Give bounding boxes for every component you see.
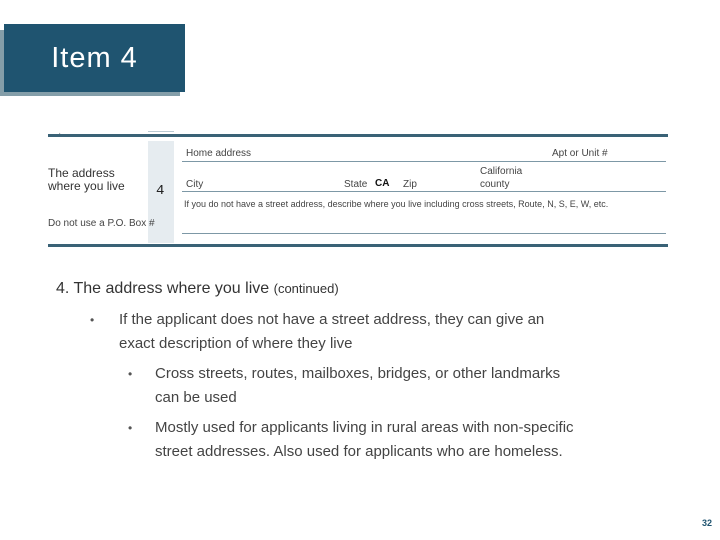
sub-bullet-2-line1: Mostly used for applicants living in rural areas with non-specific — [155, 419, 574, 436]
form-tick-line — [148, 131, 174, 132]
home-address-label: Home address — [186, 148, 252, 159]
form-top-rule — [48, 134, 668, 137]
zip-label: Zip — [403, 179, 417, 190]
home-address-line — [182, 161, 666, 162]
section-heading — [56, 280, 339, 298]
county-label-line2: county — [480, 179, 510, 190]
form-item-label — [48, 167, 125, 193]
bullet-item-1-line1: If the applicant does not have a street address, they can give an — [119, 311, 545, 328]
form-bottom-rule — [48, 244, 668, 247]
form-item-label-line1: The address — [48, 166, 115, 180]
sub-bullet-1 — [155, 362, 560, 410]
section-heading-main: 4. The address where you live — [56, 280, 270, 297]
form-excerpt — [46, 125, 670, 251]
bullet-marker-1: • — [90, 313, 95, 327]
po-box-note: Do not use a P.O. Box # — [48, 218, 155, 229]
sub-bullet-2 — [155, 416, 574, 464]
state-value: CA — [375, 178, 390, 189]
description-line — [182, 233, 666, 234]
page-number: 32 — [701, 518, 712, 528]
sub-bullet-1-line2: can be used — [155, 389, 237, 406]
state-label: State — [344, 179, 368, 190]
slide-title — [4, 24, 185, 92]
bullet-marker-3: • — [128, 421, 133, 435]
county-label-line1: California — [480, 166, 523, 177]
sub-bullet-1-line1: Cross streets, routes, mailboxes, bridges, or other landmarks — [155, 365, 561, 382]
city-label: City — [186, 179, 204, 190]
form-item-label-line2: where you live — [48, 179, 125, 193]
section-heading-note: (continued) — [273, 281, 339, 296]
item-number: 4 — [156, 183, 165, 199]
city-state-zip-line — [182, 191, 666, 192]
street-instructions: If you do not have a street address, describe where you live including cross streets, Route, N, S, E, W, etc. — [184, 199, 609, 209]
bullet-item-1-line2: exact description of where they live — [119, 335, 353, 352]
slide-title-text: Item 4 — [51, 41, 138, 74]
bullet-item-1 — [119, 308, 544, 356]
sub-bullet-2-line2: street addresses. Also used for applicants who are homeless. — [155, 443, 563, 460]
apt-unit-label: Apt or Unit # — [552, 148, 608, 159]
bullet-marker-2: • — [128, 367, 133, 381]
